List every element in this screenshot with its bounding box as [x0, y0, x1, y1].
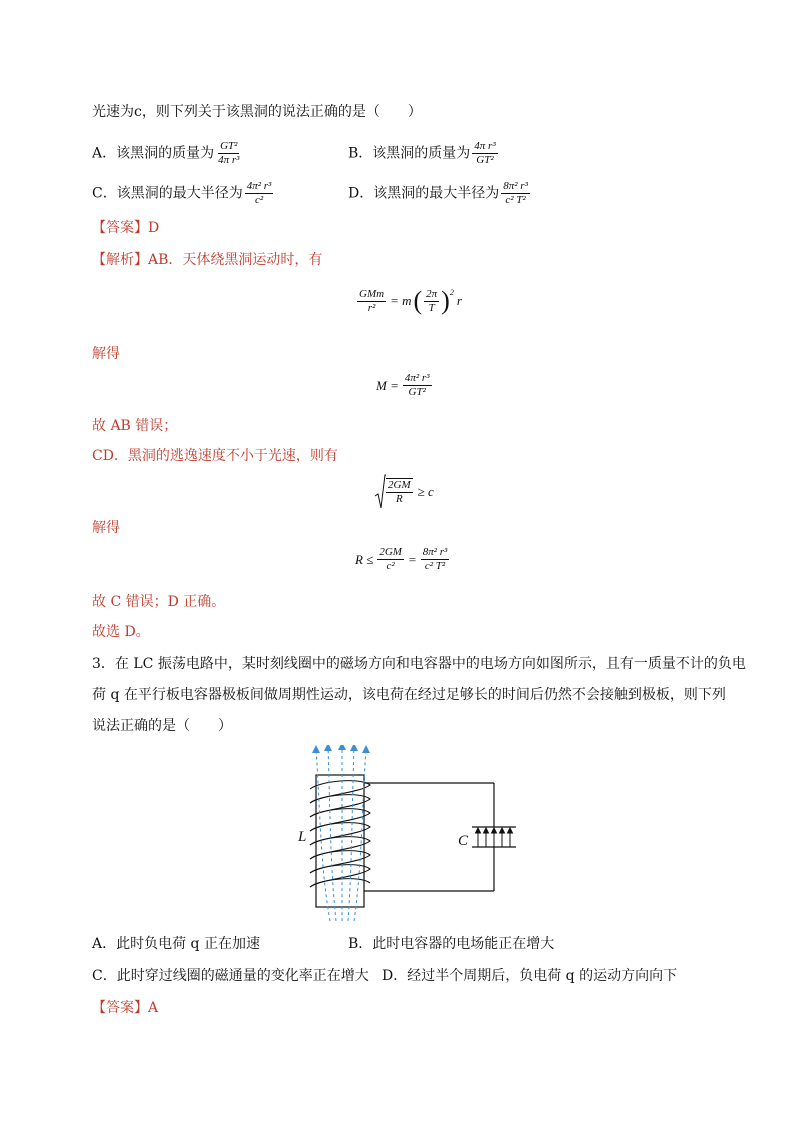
q3-stem-line-2: 荷 q 在平行板电容器极板间做周期性运动，该电荷在经过足够长的时间后仍然不会接触到极板，则下列: [92, 687, 726, 703]
q3-stem-line-1: 3．在 LC 振荡电路中，某时刻线圈中的磁场方向和电容器中的电场方向如图所示，且有一质量不计的负电: [92, 656, 746, 672]
q2-jiede-2: 解得: [92, 520, 120, 536]
coil-windings: [310, 781, 370, 887]
magnetic-field-arrowheads: [312, 745, 370, 753]
q3-option-c: C．此时穿过线圈的磁通量的变化率正在增大: [92, 968, 369, 984]
q3-option-d: D．经过半个周期后，负电荷 q 的运动方向向下: [382, 968, 678, 984]
q3-stem-line-3: 说法正确的是（ ）: [92, 718, 232, 734]
label-L: L: [298, 829, 307, 845]
q2-wrong-ab: 故 AB 错误；: [92, 418, 178, 434]
equation-radius: R ≤ $\frac{2GM}{\text{c²}}$ = $\frac{\text{8π² r³}}{\text{c² T²}}$: [355, 546, 448, 572]
equation-mass: M = $\frac{\text{4π² r³}}{\text{GT²}}$: [376, 372, 430, 398]
q2-option-c: C．该黑洞的最大半径为 $\frac{\text{4π² r³}}{\text{c²}}$: [92, 180, 272, 206]
equation-escape-velocity: $\frac{2GM}{R}$ ≥ c: [374, 474, 434, 510]
q2-cd-intro: CD．黑洞的逃逸速度不小于光速，则有: [92, 448, 338, 464]
q3-answer: 【答案】A: [92, 1000, 159, 1016]
q2-conclusion-1: 故 C 错误；D 正确。: [92, 594, 226, 610]
q3-option-a: A．此时负电荷 q 正在加速: [92, 936, 260, 952]
q2-analysis-intro: 【解析】AB．天体绕黑洞运动时，有: [92, 252, 323, 268]
magnetic-field-lines: [316, 745, 366, 921]
q2-option-c-fraction: $\frac{\text{4π² r³}}{\text{c²}}$: [246, 180, 272, 206]
q2-jiede-1: 解得: [92, 346, 120, 362]
q2-answer: 【答案】D: [92, 220, 160, 236]
q3-option-b: B．此时电容器的电场能正在增大: [348, 936, 555, 952]
q2-stem: 光速为c，则下列关于该黑洞的说法正确的是（ ）: [92, 104, 422, 120]
q2-option-a-fraction: $\frac{\text{GT²}}{\text{4π r³}}$: [218, 140, 240, 166]
q2-option-b-fraction: $\frac{\text{4π r³}}{\text{GT²}}$: [474, 140, 496, 166]
q2-option-d-fraction: $\frac{\text{8π² r³}}{\text{c² T²}}$: [503, 180, 528, 206]
label-C: C: [458, 833, 469, 849]
q2-option-a: A．该黑洞的质量为 $\frac{\text{GT²}}{\text{4π r³}}$: [92, 140, 240, 166]
q2-conclusion-2: 故选 D。: [92, 624, 150, 640]
equation-gravity: $\frac{\text{GMm}}{\text{r²}}$ = m ( $\frac{2\pi}{T}$ ) $^2$ r: [359, 286, 462, 315]
q2-option-b: B．该黑洞的质量为 $\frac{\text{4π r³}}{\text{GT²}}$: [348, 140, 496, 166]
lc-circuit-diagram: [290, 745, 530, 925]
capacitor-field-arrows: [476, 828, 513, 847]
q2-option-d: D．该黑洞的最大半径为 $\frac{\text{8π² r³}}{\text{c² T²}}$: [348, 180, 528, 206]
sqrt-sign: [374, 474, 386, 510]
circuit-wires: [364, 783, 494, 891]
